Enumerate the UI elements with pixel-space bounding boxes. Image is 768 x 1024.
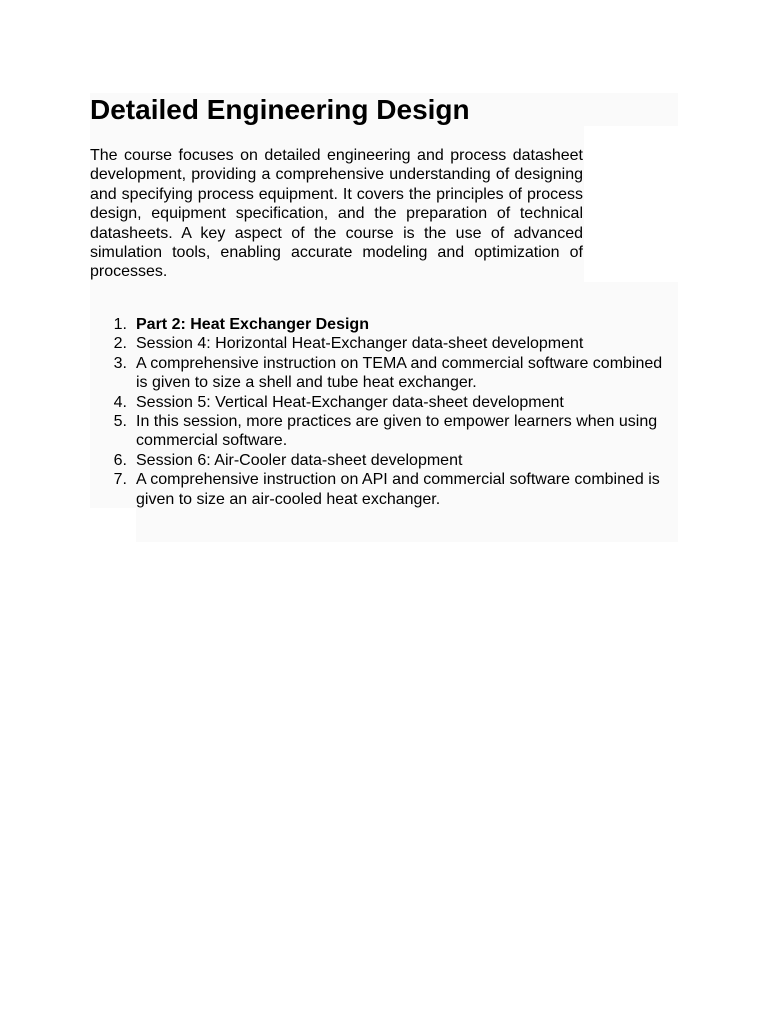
list-item-number: 6. (113, 451, 127, 469)
list-item-text: A comprehensive instruction on API and commercial software combined is given to size an air-cooled heat exchanger. (136, 471, 660, 508)
list-item-text: Session 5: Vertical Heat-Exchanger data-sheet development (136, 393, 564, 411)
list-highlight-tail (136, 508, 678, 542)
list-item (90, 334, 676, 353)
list-item (90, 315, 676, 334)
list-item-text: A comprehensive instruction on TEMA and commercial software combined is given to size a shell and tube heat exchanger. (136, 354, 663, 392)
list-item-number: 1. (113, 316, 127, 333)
list-item-number: 2. (113, 335, 127, 353)
intro-paragraph: The course focuses on detailed engineering and process datasheet development, providing a comprehensive understanding of designing and specifying process equipment. It covers the principles of process design, equipment specification, and the preparation of technical datasheets. A key aspect of the course is the use of advanced simulation tools, enabling accurate modeling and optimization of processes. (90, 147, 583, 281)
list-item-text: Session 6: Air-Cooler data-sheet development (136, 451, 463, 469)
list-item (90, 354, 676, 393)
list-item-text: Session 4: Horizontal Heat-Exchanger data-sheet development (136, 335, 584, 353)
list-item-number: 5. (113, 413, 127, 431)
page-title: Detailed Engineering Design (90, 94, 470, 125)
list-item (90, 470, 676, 509)
list-item (90, 451, 676, 470)
course-outline-list (90, 315, 676, 509)
list-item-number: 7. (113, 471, 127, 489)
list-item-text: In this session, more practices are given to empower learners when using commercial software. (136, 413, 658, 450)
list-item-number: 3. (113, 354, 127, 372)
list-item-text: Part 2: Heat Exchanger Design (136, 316, 369, 333)
list-item-number: 4. (113, 393, 127, 411)
list-item (90, 412, 676, 451)
list-item (90, 393, 676, 412)
